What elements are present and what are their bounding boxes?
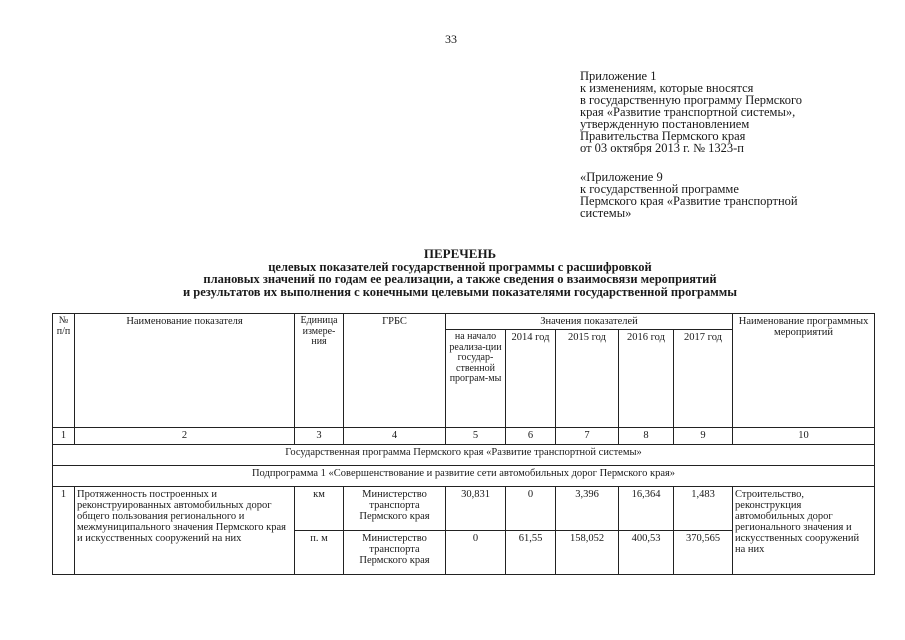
column-number: 4 <box>344 428 446 445</box>
appendix-1-line: в государственную программу Пермского <box>580 93 803 107</box>
header-start: на начало реализа-ции государ-ственной програм-мы <box>446 330 506 428</box>
title-line: и результатов их выполнения с конечными целевыми показателями государственной программы <box>182 284 738 299</box>
column-numbers-row <box>53 428 875 445</box>
grbs-cell: Министерство транспорта Пермского края <box>344 531 446 575</box>
measures-cell: Строительство, реконструкция автомобильных дорог регионального значения и искусственных сооружений на них <box>733 487 875 575</box>
header-values: Значения показателей <box>446 314 733 330</box>
unit-cell: км <box>295 487 344 531</box>
header-2015: 2015 год <box>556 330 619 428</box>
appendix-1-line: к изменениям, которые вносятся <box>580 81 754 95</box>
value-2017: 1,483 <box>674 487 733 531</box>
value-start: 0 <box>446 531 506 575</box>
page-number: 33 <box>445 32 457 46</box>
column-number: 2 <box>75 428 295 445</box>
subprogram-row <box>53 466 875 487</box>
program-row <box>53 445 875 466</box>
column-number: 5 <box>446 428 506 445</box>
header-measures: Наименование программных мероприятий <box>733 314 875 428</box>
title-main: ПЕРЕЧЕНЬ <box>423 246 497 261</box>
column-number: 9 <box>674 428 733 445</box>
table-row <box>53 487 875 531</box>
value-2016: 16,364 <box>619 487 674 531</box>
value-2016: 400,53 <box>619 531 674 575</box>
header-grbs: ГРБС <box>344 314 446 428</box>
column-number: 3 <box>295 428 344 445</box>
value-2017: 370,565 <box>674 531 733 575</box>
appendix-9-line: «Приложение 9 <box>580 170 663 184</box>
title-line: плановых значений по годам ее реализации, а также сведения о взаимосвязи мероприятий <box>203 272 717 286</box>
appendix-9-line: системы» <box>580 206 632 220</box>
value-2015: 3,396 <box>556 487 619 531</box>
header-unit: Единица измере-ния <box>295 314 344 428</box>
program-title: Государственная программа Пермского края «Развитие транспортной системы» <box>53 445 875 466</box>
grbs-cell: Министерство транспорта Пермского края <box>344 487 446 531</box>
header-name: Наименование показателя <box>75 314 295 428</box>
subprogram-title: Подпрограмма 1 «Совершенствование и развитие сети автомобильных дорог Пермского края» <box>53 466 875 487</box>
appendix-1-line: утвержденную постановлением <box>580 117 750 131</box>
appendix-1-line: от 03 октября 2013 г. № 1323-п <box>580 141 744 155</box>
unit-cell: п. м <box>295 531 344 575</box>
appendix-9-line: к государственной программе <box>580 182 739 196</box>
value-2014: 0 <box>506 487 556 531</box>
row-number: 1 <box>53 487 75 575</box>
appendix-1-line: края «Развитие транспортной системы», <box>580 105 796 119</box>
document-title <box>60 248 860 298</box>
appendix-9-line: Пермского края «Развитие транспортной <box>580 194 798 208</box>
header-2016: 2016 год <box>619 330 674 428</box>
value-start: 30,831 <box>446 487 506 531</box>
header-2017: 2017 год <box>674 330 733 428</box>
column-number: 10 <box>733 428 875 445</box>
indicator-name: Протяженность построенных и реконструированных автомобильных дорог общего пользования регионального и межмуниципального значения Пермского края и искусственных сооружений на них <box>75 487 295 575</box>
value-2015: 158,052 <box>556 531 619 575</box>
header-2014: 2014 год <box>506 330 556 428</box>
column-number: 1 <box>53 428 75 445</box>
header-row <box>53 314 875 330</box>
appendix-9-block <box>580 171 880 219</box>
title-line: целевых показателей государственной программы с расшифровкой <box>268 259 652 274</box>
appendix-1-block <box>580 70 880 154</box>
column-number: 7 <box>556 428 619 445</box>
header-num: № п/п <box>53 314 75 428</box>
appendix-1-line: Приложение 1 <box>580 69 657 83</box>
column-number: 6 <box>506 428 556 445</box>
value-2014: 61,55 <box>506 531 556 575</box>
indicators-table <box>52 313 875 575</box>
appendix-1-line: Правительства Пермского края <box>580 129 746 143</box>
column-number: 8 <box>619 428 674 445</box>
